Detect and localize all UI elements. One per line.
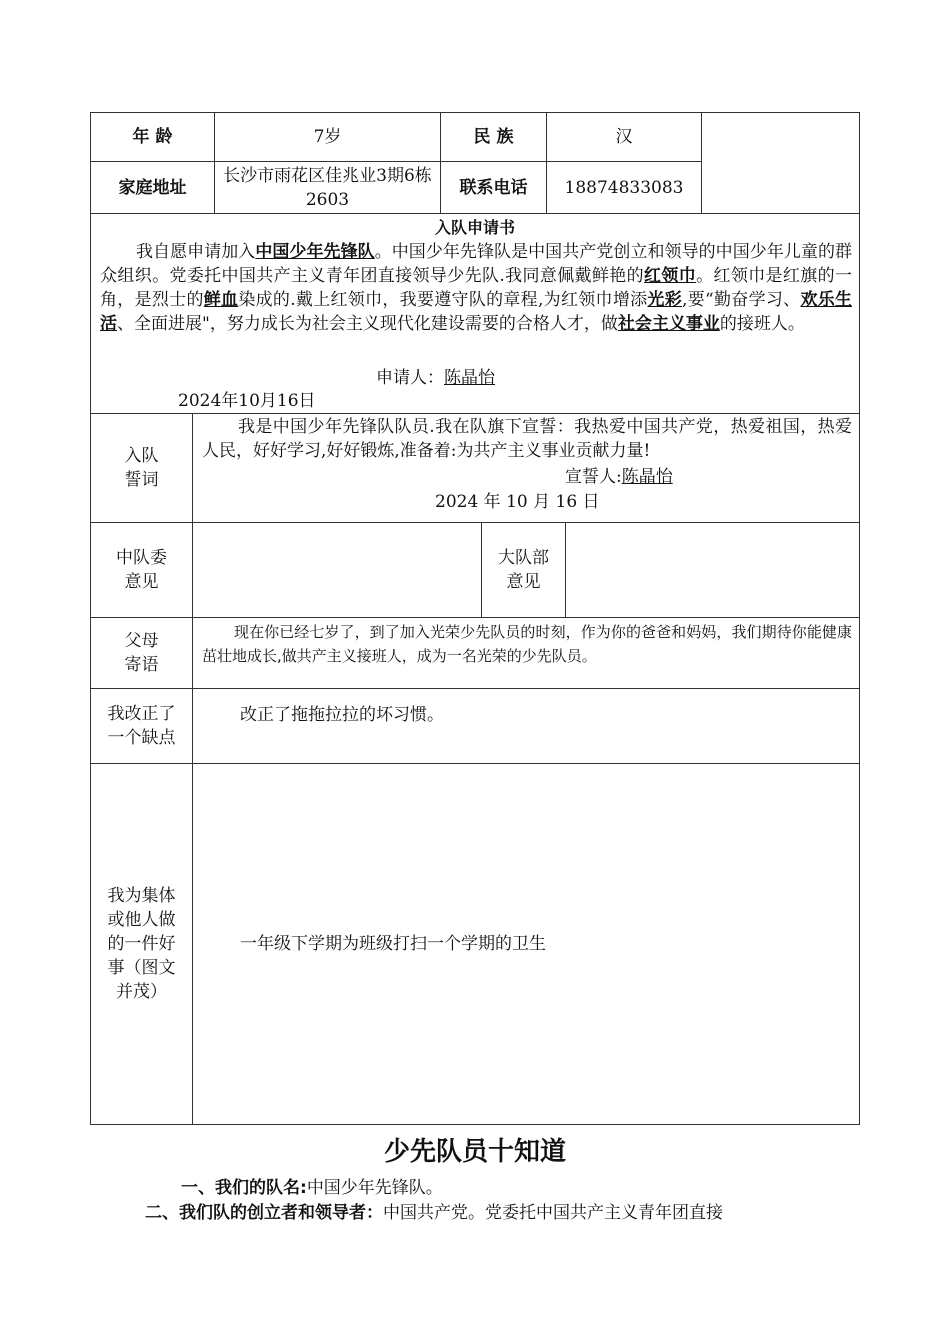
knowledge-item-2: 二、我们队的创立者和领导者：中国共产党。党委托中国共产主义青年团直接 [145,1203,723,1223]
application-date: 2024年10月16日 [178,391,316,411]
parents-message-label: 父母 寄语 [124,631,159,675]
applicant-signature: 申请人：陈晶怡 [376,368,495,388]
application-body: 我自愿申请加入中国少年先锋队。中国少年先锋队是中国共产党创立和领导的中国少年儿童的群众组织。党委托中国共产主义青年团直接领导少先队.我同意佩戴鲜艳的红领巾。红领巾是红旗的一角，是烈士的鲜血染成的.戴上红领巾，我要遵守队的章程,为红领巾增添光彩,要“勤奋学习、欢乐生活、全面进展"，努力成长为社会主义现代化建设需要的合格人才，做社会主义事业的接班人。 [100,242,853,334]
address-value: 长沙市雨花区佳兆业3期6栋2603 [223,165,432,210]
age-label: 年 龄 [132,127,173,147]
oath-signer: 宣誓人:陈晶怡 [565,467,673,487]
parents-message-text: 现在你已经七岁了，到了加入光荣少先队员的时刻，作为你的爸爸和妈妈，我们期待你能健康茁壮地成长,做共产主义接班人，成为一名光荣的少先队员。 [202,623,852,665]
ethnicity-label: 民 族 [473,127,514,147]
keyword-young-pioneers: 中国少年先锋队 [255,242,375,262]
phone-value: 18874833083 [564,177,684,198]
oath-text: 我是中国少年先锋队队员.我在队旗下宣誓：我热爱中国共产党，热爱祖国，热爱人民，好好学习,好好锻炼,准备着:为共产主义事业贡献力量! [202,417,852,461]
brigade-opinion[interactable] [566,523,859,617]
application-title: 入队申请书 [434,218,515,237]
fault-label: 我改正了 一个缺点 [107,704,176,748]
oath-label: 入队 誓词 [124,446,159,490]
oath-date: 2024 年 10 月 16 日 [435,492,600,512]
squad-committee-opinion[interactable] [193,523,481,617]
keyword-blood: 鲜血 [203,290,239,310]
oath-signer-name: 陈晶怡 [621,467,673,487]
squad-committee-label: 中队委 意见 [116,548,167,592]
address-label: 家庭地址 [118,177,187,198]
age-value: 7岁 [313,127,342,147]
keyword-socialist-cause: 社会主义事业 [617,314,720,334]
fault-text: 改正了拖拖拉拉的坏习惯。 [240,705,444,725]
knowledge-item-1: 一、我们的队名:中国少年先锋队。 [181,1178,443,1198]
keyword-red-scarf: 红领巾 [644,266,697,286]
good-deed-label: 我为集体 或他人做 的一件好 事（图文 并茂） [107,886,176,1002]
applicant-name: 陈晶怡 [444,368,495,388]
brigade-label: 大队部 意见 [498,548,549,592]
keyword-happy-life: 欢乐生活 [100,290,853,334]
phone-label: 联系电话 [459,177,528,198]
ethnicity-value: 汉 [615,127,633,147]
knowledge-heading: 少先队员十知道 [383,1137,566,1167]
keyword-glory: 光彩 [647,290,683,310]
good-deed-text: 一年级下学期为班级打扫一个学期的卫生 [240,934,546,954]
